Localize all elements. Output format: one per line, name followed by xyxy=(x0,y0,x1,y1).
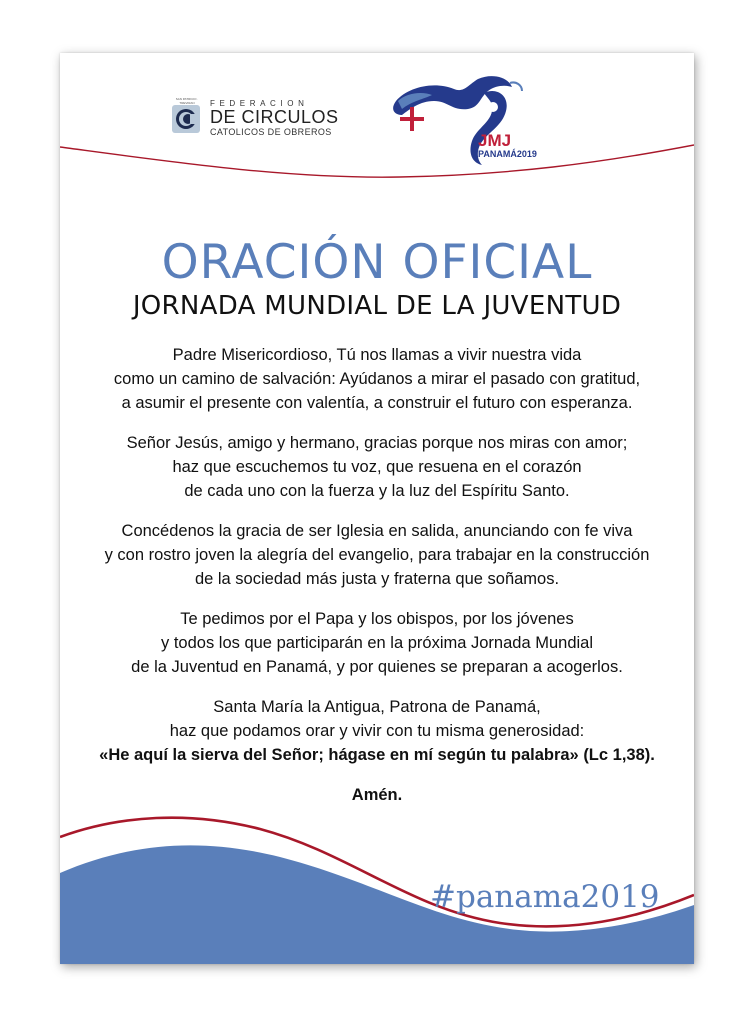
federation-logo xyxy=(170,99,350,139)
prayer-line: a asumir el presente con valentía, a construir el futuro con esperanza. xyxy=(121,394,633,412)
prayer-line: y con rostro joven la alegría del evangelio, para trabajar en la construcción xyxy=(104,546,650,564)
prayer-stanza-2 xyxy=(80,431,674,503)
prayer-line: de la sociedad más justa y fraterna que soñamos. xyxy=(194,570,560,588)
prayer-line: Santa María la Antigua, Patrona de Panamá, xyxy=(213,698,541,716)
page-subtitle: JORNADA MUNDIAL DE LA JUVENTUD xyxy=(132,291,622,321)
federation-line3: CATOLICOS DE OBREROS xyxy=(210,127,332,137)
federation-line2: DE CIRCULOS xyxy=(210,107,339,127)
federation-line1: FEDERACION xyxy=(210,99,309,108)
prayer-sheet xyxy=(60,53,694,964)
prayer-line: Te pedimos por el Papa y los obispos, por los jóvenes xyxy=(180,610,574,628)
prayer-stanza-4 xyxy=(80,607,674,679)
federation-emblem-tag: SAN PATRICIO · TREVIRAN xyxy=(175,97,199,105)
prayer-line: como un camino de salvación: Ayúdanos a mirar el pasado con gratitud, xyxy=(113,370,641,388)
federation-emblem-icon xyxy=(170,101,202,135)
prayer-line: Señor Jesús, amigo y hermano, gracias porque nos miras con amor; xyxy=(126,434,628,452)
prayer-line: Concédenos la gracia de ser Iglesia en salida, anunciando con fe viva xyxy=(121,522,633,540)
prayer-line: haz que podamos orar y vivir con tu misma generosidad: xyxy=(169,722,585,740)
jmj-subtitle: PANAMÁ2019 xyxy=(478,149,537,159)
top-wave-decoration xyxy=(60,53,694,193)
prayer-line: y todos los que participarán en la próxima Jornada Mundial xyxy=(161,634,593,652)
prayer-stanza-5 xyxy=(80,695,674,767)
prayer-stanza-3 xyxy=(80,519,674,591)
hashtag: #panama2019 xyxy=(430,879,660,915)
prayer-body xyxy=(80,343,674,823)
page-title: ORACIÓN OFICIAL xyxy=(161,235,593,290)
prayer-amen: Amén. xyxy=(351,786,403,804)
prayer-quote: «He aquí la sierva del Señor; hágase en mí según tu palabra» (Lc 1,38). xyxy=(99,746,655,764)
prayer-line: de cada uno con la fuerza y la luz del Espíritu Santo. xyxy=(184,482,570,500)
prayer-line: haz que escuchemos tu voz, que resuena en el corazón xyxy=(172,458,582,476)
prayer-line: Padre Misericordioso, Tú nos llamas a vivir nuestra vida xyxy=(172,346,582,364)
prayer-line: de la Juventud en Panamá, y por quienes se preparan a acogerlos. xyxy=(131,658,623,676)
prayer-stanza-1 xyxy=(80,343,674,415)
jmj-wordmark: JMJ xyxy=(478,131,512,150)
